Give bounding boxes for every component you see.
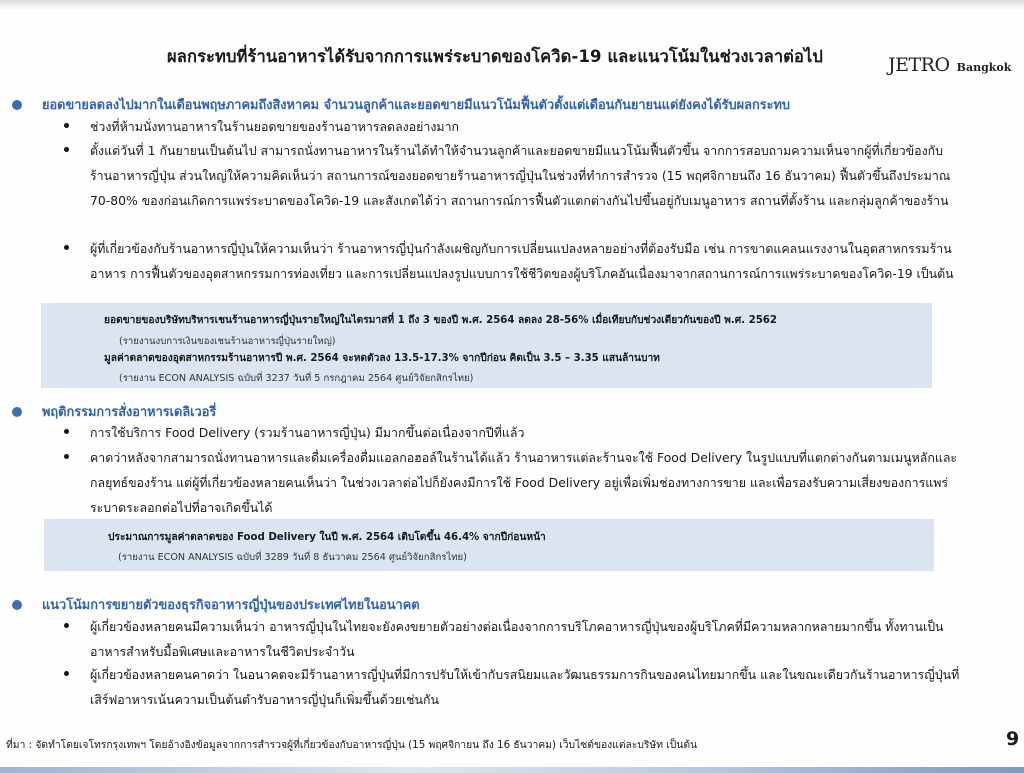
list-item	[64, 420, 964, 445]
data-highlight-box	[44, 519, 934, 571]
section-sales	[12, 94, 790, 115]
section-bullet-icon	[12, 600, 22, 610]
section-heading	[12, 94, 790, 115]
bottom-strip	[0, 767, 1024, 773]
box-fact: ประมาณการมูลค่าตลาดของ Food Delivery ในปี พ.ศ. 2564 เติบโตขึ้น 46.4% จากปีก่อนหน้า	[108, 532, 546, 543]
section-heading-text: พฤติกรรมการสั่งอาหารเดลิเวอรี่	[42, 405, 217, 420]
section-heading-text: แนวโน้มการขยายตัวของธุรกิจอาหารญี่ปุ่นของประเทศไทยในอนาคต	[42, 598, 420, 613]
list-item-text: ผู้เกี่ยวข้องหลายคนคาดว่า ในอนาคตจะมีร้านอาหารญี่ปุ่นที่มีการปรับให้เข้ากับรสนิยมและวัฒนธรรมการกินของคนไทยมากขึ้น และในขณะเดียวกันร้านอาหารญี่ปุ่นที่เสิร์ฟอาหารเน้นความเป็นต้นตำรับอาหารญี่ปุ่นก็เพิ่มขึ้นด้วยเช่นกัน	[90, 667, 960, 707]
box-source: (รายงานงบการเงินของเชนร้านอาหารญี่ปุ่นรายใหญ่)	[119, 336, 336, 347]
bullet-icon	[64, 123, 69, 128]
bullet-icon	[64, 147, 69, 152]
bullet-icon	[64, 671, 69, 676]
list-item-text: ผู้ที่เกี่ยวข้องกับร้านอาหารญี่ปุ่นให้ความเห็นว่า ร้านอาหารญี่ปุ่นกำลังเผชิญกับการเปลี่ยนแปลงหลายอย่างที่ต้องรับมือ เช่น การขาดแคลนแรงงานในอุตสาหกรรมร้านอาหาร การฟื้นตัวของอุตสาหกรรมการท่องเที่ยว และการเปลี่ยนแปลงรูปแบบการใช้ชีวิตของผู้บริโภคอันเนื่องมาจากสถานการณ์การแพร่ระบาดของโควิด-19 เป็นต้น	[90, 241, 954, 281]
page-number: 9	[1006, 728, 1020, 750]
list-item-text: ตั้งแต่วันที่ 1 กันยายนเป็นต้นไป สามารถนั่งทานอาหารในร้านได้ทำให้จำนวนลูกค้าและยอดขายมีแนวโน้มฟื้นตัวขึ้น จากการสอบถามความเห็นจากผู้ที่เกี่ยวข้องกับร้านอาหารญี่ปุ่น ส่วนใหญ่ให้ความคิดเห็นว่า สถานการณ์ของยอดขายร้านอาหารญี่ปุ่นในช่วงที่ทำการสำรวจ (15 พฤศจิกายนถึง 16 ธันวาคม) ฟื้นตัวขึ้นถึงประมาณ 70-80% ของก่อนเกิดการแพร่ระบาดของโควิด-19 และสังเกตได้ว่า สถานการณ์การฟื้นตัวแตกต่างกันไปขึ้นอยู่กับเมนูอาหาร สถานที่ตั้งร้าน และกลุ่มลูกค้าของร้าน	[90, 143, 951, 208]
list-item-text: การใช้บริการ Food Delivery (รวมร้านอาหารญี่ปุ่น) มีมากขึ้นต่อเนื่องจากปีที่แล้ว	[90, 425, 525, 440]
data-highlight-box	[41, 303, 932, 388]
list-item	[64, 614, 970, 664]
section-bullet-icon	[12, 100, 22, 110]
bullet-icon	[64, 623, 69, 628]
box-fact: ยอดขายของบริษัทบริหารเชนร้านอาหารญี่ปุ่นรายใหญ่ในไตรมาสที่ 1 ถึง 3 ของปี พ.ศ. 2564 ลดลง 28-56% เมื่อเทียบกับช่วงเดียวกันของปี พ.ศ. 2562	[104, 315, 777, 326]
box-source: (รายงาน ECON ANALYSIS ฉบับที่ 3237 วันที่ 5 กรกฎาคม 2564 ศูนย์วิจัยกสิกรไทย)	[119, 373, 474, 384]
logo-city: Bangkok	[956, 61, 1012, 74]
page-title: ผลกระทบที่ร้านอาหารได้รับจากการแพร่ระบาดของโควิด-19 และแนวโน้มในช่วงเวลาต่อไป	[167, 47, 823, 66]
list-item-text: ผู้เกี่ยวข้องหลายคนมีความเห็นว่า อาหารญี่ปุ่นในไทยจะยังคงขยายตัวอย่างต่อเนื่องจากการบริโภคอาหารญี่ปุ่นของผู้บริโภคที่มีความหลากหลายมากขึ้น ทั้งทานเป็นอาหารสำหรับมื้อพิเศษและอาหารในชีวิตประจำวัน	[90, 619, 944, 659]
section-bullet-icon	[12, 407, 22, 417]
list-item-text: ช่วงที่ห้ามนั่งทานอาหารในร้านยอดขายของร้านอาหารลดลงอย่างมาก	[90, 119, 460, 134]
box-fact: มูลค่าตลาดของอุตสาหกรรมร้านอาหารปี พ.ศ. 2564 จะหดตัวลง 13.5-17.3% จากปีก่อน คิดเป็น 3.5 – 3.35 แสนล้านบาท	[104, 353, 660, 364]
logo-brand: JETRO	[888, 54, 950, 76]
list-item	[64, 662, 970, 712]
list-item-text: คาดว่าหลังจากสามารถนั่งทานอาหารและดื่มเครื่องดื่มแอลกอฮอล์ในร้านได้แล้ว ร้านอาหารแต่ละร้านจะใช้ Food Delivery ในรูปแบบที่แตกต่างกันตามเมนูหลักและกลยุทธ์ของร้าน แต่ผู้ที่เกี่ยวข้องหลายคนเห็นว่า ในช่วงเวลาต่อไปก็ยังคงมีการใช้ Food Delivery อยู่เพื่อเพิ่มช่องทางการขาย และเพื่อรองรับความเสี่ยงของการแพร่ระบาดระลอกต่อไปที่อาจเกิดขึ้นได้	[90, 450, 958, 515]
list-item	[64, 445, 964, 520]
list-item	[64, 236, 964, 286]
section-delivery	[12, 401, 216, 422]
section-heading-text: ยอดขายลดลงไปมากในเดือนพฤษภาคมถึงสิงหาคม จำนวนลูกค้าและยอดขายมีแนวโน้มฟื้นตัวตั้งแต่เดือนกันยายนแต่ยังคงได้รับผลกระทบ	[42, 98, 791, 113]
box-source: (รายงาน ECON ANALYSIS ฉบับที่ 3289 วันที่ 8 ธันวาคม 2564 ศูนย์วิจัยกสิกรไทย)	[118, 552, 467, 563]
bullet-icon	[64, 245, 69, 250]
bullet-icon	[64, 454, 69, 459]
jetro-logo	[888, 54, 1011, 76]
section-heading	[12, 401, 216, 422]
section-heading	[12, 594, 420, 615]
source-footnote: ที่มา : จัดทำโดยเจโทรกรุงเทพฯ โดยอ้างอิงข้อมูลจากการสำรวจผู้ที่เกี่ยวข้องกับอาหารญี่ปุ่น (15 พฤศจิกายน ถึง 16 ธันวาคม) เว็บไซต์ของแต่ละบริษัท เป็นต้น	[6, 739, 698, 751]
section-outlook	[12, 594, 420, 615]
list-item	[64, 138, 964, 213]
top-edge	[0, 0, 1024, 10]
list-item	[64, 114, 964, 139]
bullet-icon	[64, 429, 69, 434]
